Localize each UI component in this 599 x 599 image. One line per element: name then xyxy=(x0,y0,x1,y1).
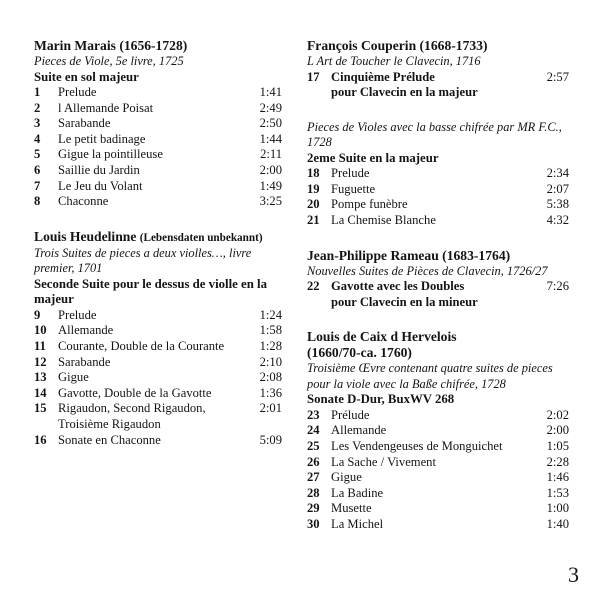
track-title-line: Gigue la pointilleuse xyxy=(58,147,163,162)
track-duration: 1:58 xyxy=(259,323,282,338)
track-number: 22 xyxy=(307,279,320,294)
track-row xyxy=(34,308,282,324)
track-title-line: Prélude xyxy=(331,407,370,422)
track-row xyxy=(307,501,569,517)
track-row xyxy=(307,70,569,101)
work-section xyxy=(307,248,569,311)
track-number: 6 xyxy=(34,162,41,177)
composer-name: Jean-Philippe Rameau (1683-1764) xyxy=(307,247,511,263)
track-number: 7 xyxy=(34,178,41,193)
track-duration: 2:07 xyxy=(546,181,569,196)
track-title xyxy=(58,386,240,402)
composer-heading xyxy=(307,248,569,264)
track-row xyxy=(34,194,282,210)
track-row xyxy=(307,423,569,439)
track-row xyxy=(34,101,282,117)
track-number: 9 xyxy=(34,307,41,322)
track-title-line: Sarabande xyxy=(58,354,111,369)
track-row xyxy=(307,166,569,182)
track-duration: 1:36 xyxy=(259,385,282,400)
suite-title: Suite en sol majeur xyxy=(34,69,139,84)
composer-name: Louis Heudelinne xyxy=(34,228,137,244)
track-row xyxy=(307,455,569,471)
track-title xyxy=(58,101,240,117)
track-row xyxy=(307,486,569,502)
track-row xyxy=(307,470,569,486)
track-title xyxy=(331,517,519,533)
track-title-line: Prelude xyxy=(331,166,370,181)
track-number: 26 xyxy=(307,454,320,469)
composer-dates-note: (Lebensdaten unbekannt) xyxy=(139,231,263,244)
composer-heading xyxy=(34,38,282,54)
composer-dates: (1660/70-ca. 1760) xyxy=(307,345,412,361)
track-number: 11 xyxy=(34,338,46,353)
track-title xyxy=(331,423,519,439)
source-title: Troisième Œvre contenant quatre suites de pieces pour la viole avec la Baße chifrée, 1728 xyxy=(307,361,553,391)
track-row xyxy=(34,132,282,148)
track-row xyxy=(34,179,282,195)
track-title xyxy=(58,308,240,324)
track-title-line: Le petit badinage xyxy=(58,131,146,146)
track-title-line: Chaconne xyxy=(58,194,109,209)
track-number: 27 xyxy=(307,470,320,485)
track-number: 16 xyxy=(34,432,47,447)
track-duration: 1:46 xyxy=(546,470,569,485)
source-title: Trois Suites de pieces a deux violles…, livre premier, 1701 xyxy=(34,245,252,276)
track-duration: 2:10 xyxy=(259,354,282,369)
track-number: 8 xyxy=(34,194,41,209)
track-title-line: pour Clavecin en la majeur xyxy=(331,85,478,100)
track-title-line: pour Clavecin en la mineur xyxy=(331,294,478,309)
track-title-line: La Chemise Blanche xyxy=(331,212,436,227)
track-title-line: Saillie du Jardin xyxy=(58,162,140,177)
track-title xyxy=(331,197,519,213)
track-duration: 2:00 xyxy=(546,423,569,438)
track-duration: 1:49 xyxy=(259,178,282,193)
track-title-line: Prelude xyxy=(58,85,97,99)
track-title-line: Cinquième Prélude xyxy=(331,69,435,84)
track-title-line: l Allemande Poisat xyxy=(58,100,154,115)
track-duration: 1:53 xyxy=(546,485,569,500)
track-title-line: Fuguette xyxy=(331,181,376,196)
track-duration: 2:49 xyxy=(259,100,282,115)
track-duration: 1:44 xyxy=(259,131,282,146)
track-number: 25 xyxy=(307,438,320,453)
track-title xyxy=(58,116,240,132)
track-row xyxy=(34,433,282,449)
track-number: 17 xyxy=(307,69,320,84)
track-row xyxy=(307,408,569,424)
track-number: 20 xyxy=(307,197,320,212)
track-duration: 2:34 xyxy=(546,166,569,181)
track-title xyxy=(58,163,240,179)
track-duration: 1:00 xyxy=(546,501,569,516)
left-column xyxy=(34,38,282,467)
track-duration: 1:05 xyxy=(546,438,569,453)
track-title xyxy=(331,70,519,101)
track-duration: 5:38 xyxy=(546,197,569,212)
track-number: 2 xyxy=(34,100,41,115)
track-title xyxy=(331,470,519,486)
track-row xyxy=(34,85,282,101)
composer-name: Louis de Caix d Hervelois xyxy=(307,329,457,345)
track-title xyxy=(58,179,240,195)
track-title-line: Courante, Double de la Courante xyxy=(58,338,225,353)
track-duration: 1:24 xyxy=(259,307,282,322)
track-duration: 1:41 xyxy=(259,85,282,99)
track-row xyxy=(307,279,569,310)
track-title-line: La Badine xyxy=(331,485,384,500)
track-row xyxy=(34,401,282,432)
track-title-line: Gigue xyxy=(331,470,362,485)
composer-name: Marin Marais (1656-1728) xyxy=(34,38,188,53)
track-title-line: Allemande xyxy=(58,323,114,338)
track-title-line: La Michel xyxy=(331,516,384,531)
track-duration: 2:11 xyxy=(260,147,282,162)
track-title-line: Gavotte avec les Doubles xyxy=(331,279,465,294)
track-number: 30 xyxy=(307,516,320,531)
track-number: 10 xyxy=(34,323,47,338)
track-title xyxy=(58,85,240,101)
source-title: L Art de Toucher le Clavecin, 1716 xyxy=(307,54,481,68)
track-number: 24 xyxy=(307,423,320,438)
track-title xyxy=(331,455,519,471)
track-row xyxy=(307,439,569,455)
composer-heading xyxy=(34,229,282,246)
track-title xyxy=(58,370,240,386)
track-title xyxy=(58,401,240,432)
track-duration: 2:50 xyxy=(259,116,282,131)
track-number: 18 xyxy=(307,166,320,181)
track-title-line: Allemande xyxy=(331,423,387,438)
track-row xyxy=(307,182,569,198)
track-title-line: Gigue xyxy=(58,370,89,385)
track-title xyxy=(58,355,240,371)
track-title-line: Musette xyxy=(331,501,372,516)
work-section xyxy=(307,329,569,532)
right-column xyxy=(307,38,569,552)
track-row xyxy=(34,355,282,371)
track-row xyxy=(34,386,282,402)
track-title xyxy=(331,213,519,229)
track-number: 1 xyxy=(34,85,41,99)
track-title xyxy=(58,433,240,449)
track-title-line: Troisième Rigaudon xyxy=(58,416,161,431)
track-title xyxy=(58,147,240,163)
track-duration: 2:08 xyxy=(259,370,282,385)
source-title: Pieces de Violes avec la basse chifrée par MR F.C., 1728 xyxy=(307,119,562,150)
track-duration: 7:26 xyxy=(546,279,569,294)
suite-title: Sonate D-Dur, BuxWV 268 xyxy=(307,392,455,407)
track-number: 5 xyxy=(34,147,41,162)
track-title-line: La Sache / Vivement xyxy=(331,454,436,469)
composer-heading xyxy=(307,329,569,345)
track-title-line: Sonate en Chaconne xyxy=(58,432,161,447)
composer-heading xyxy=(307,38,569,54)
track-title xyxy=(331,279,519,310)
work-section xyxy=(34,229,282,448)
track-title-line: Sarabande xyxy=(58,116,111,131)
track-title-line: Rigaudon, Second Rigaudon, xyxy=(58,401,206,416)
work-section xyxy=(34,38,282,210)
track-duration: 2:01 xyxy=(259,401,282,416)
track-number: 14 xyxy=(34,385,47,400)
track-title xyxy=(331,439,519,455)
track-title-line: Les Vendengeuses de Monguichet xyxy=(331,438,503,453)
track-number: 15 xyxy=(34,401,47,416)
track-row xyxy=(34,116,282,132)
track-duration: 2:02 xyxy=(546,407,569,422)
suite-title: 2eme Suite en la majeur xyxy=(307,150,439,165)
track-title xyxy=(331,166,519,182)
track-title-line: Gavotte, Double de la Gavotte xyxy=(58,385,212,400)
track-title xyxy=(58,132,240,148)
track-duration: 5:09 xyxy=(259,432,282,447)
track-number: 12 xyxy=(34,354,47,369)
track-row xyxy=(34,370,282,386)
work-section xyxy=(307,120,569,229)
track-title xyxy=(331,182,519,198)
track-row xyxy=(34,323,282,339)
track-number: 29 xyxy=(307,501,320,516)
track-title xyxy=(331,408,519,424)
track-duration: 1:28 xyxy=(259,338,282,353)
track-duration: 1:40 xyxy=(546,516,569,531)
track-number: 23 xyxy=(307,407,320,422)
track-title xyxy=(58,194,240,210)
track-number: 13 xyxy=(34,370,47,385)
track-duration: 2:00 xyxy=(259,162,282,177)
source-title: Nouvelles Suites de Pièces de Clavecin, 1726/27 xyxy=(307,263,548,278)
work-section xyxy=(307,38,569,101)
track-row xyxy=(307,197,569,213)
track-row xyxy=(307,213,569,229)
track-title xyxy=(331,501,519,517)
track-number: 3 xyxy=(34,116,41,131)
track-title xyxy=(331,486,519,502)
track-duration: 3:25 xyxy=(259,194,282,209)
track-title xyxy=(58,323,240,339)
source-title: Pieces de Viole, 5e livre, 1725 xyxy=(34,54,184,68)
track-duration: 2:57 xyxy=(546,69,569,84)
track-title-line: Pompe funèbre xyxy=(331,197,408,212)
track-title xyxy=(58,339,240,355)
track-row xyxy=(34,339,282,355)
page-number: 3 xyxy=(568,562,579,587)
track-duration: 2:28 xyxy=(546,454,569,469)
track-row xyxy=(307,517,569,533)
track-title-line: Prelude xyxy=(58,307,97,322)
track-row xyxy=(34,163,282,179)
track-number: 19 xyxy=(307,181,320,196)
track-title-line: Le Jeu du Volant xyxy=(58,178,143,193)
track-number: 21 xyxy=(307,212,320,227)
track-number: 4 xyxy=(34,131,41,146)
composer-name: François Couperin (1668-1733) xyxy=(307,38,488,53)
track-row xyxy=(34,147,282,163)
track-duration: 4:32 xyxy=(546,212,569,227)
suite-title: Seconde Suite pour le dessus de violle en la majeur xyxy=(34,276,267,307)
track-number: 28 xyxy=(307,485,320,500)
